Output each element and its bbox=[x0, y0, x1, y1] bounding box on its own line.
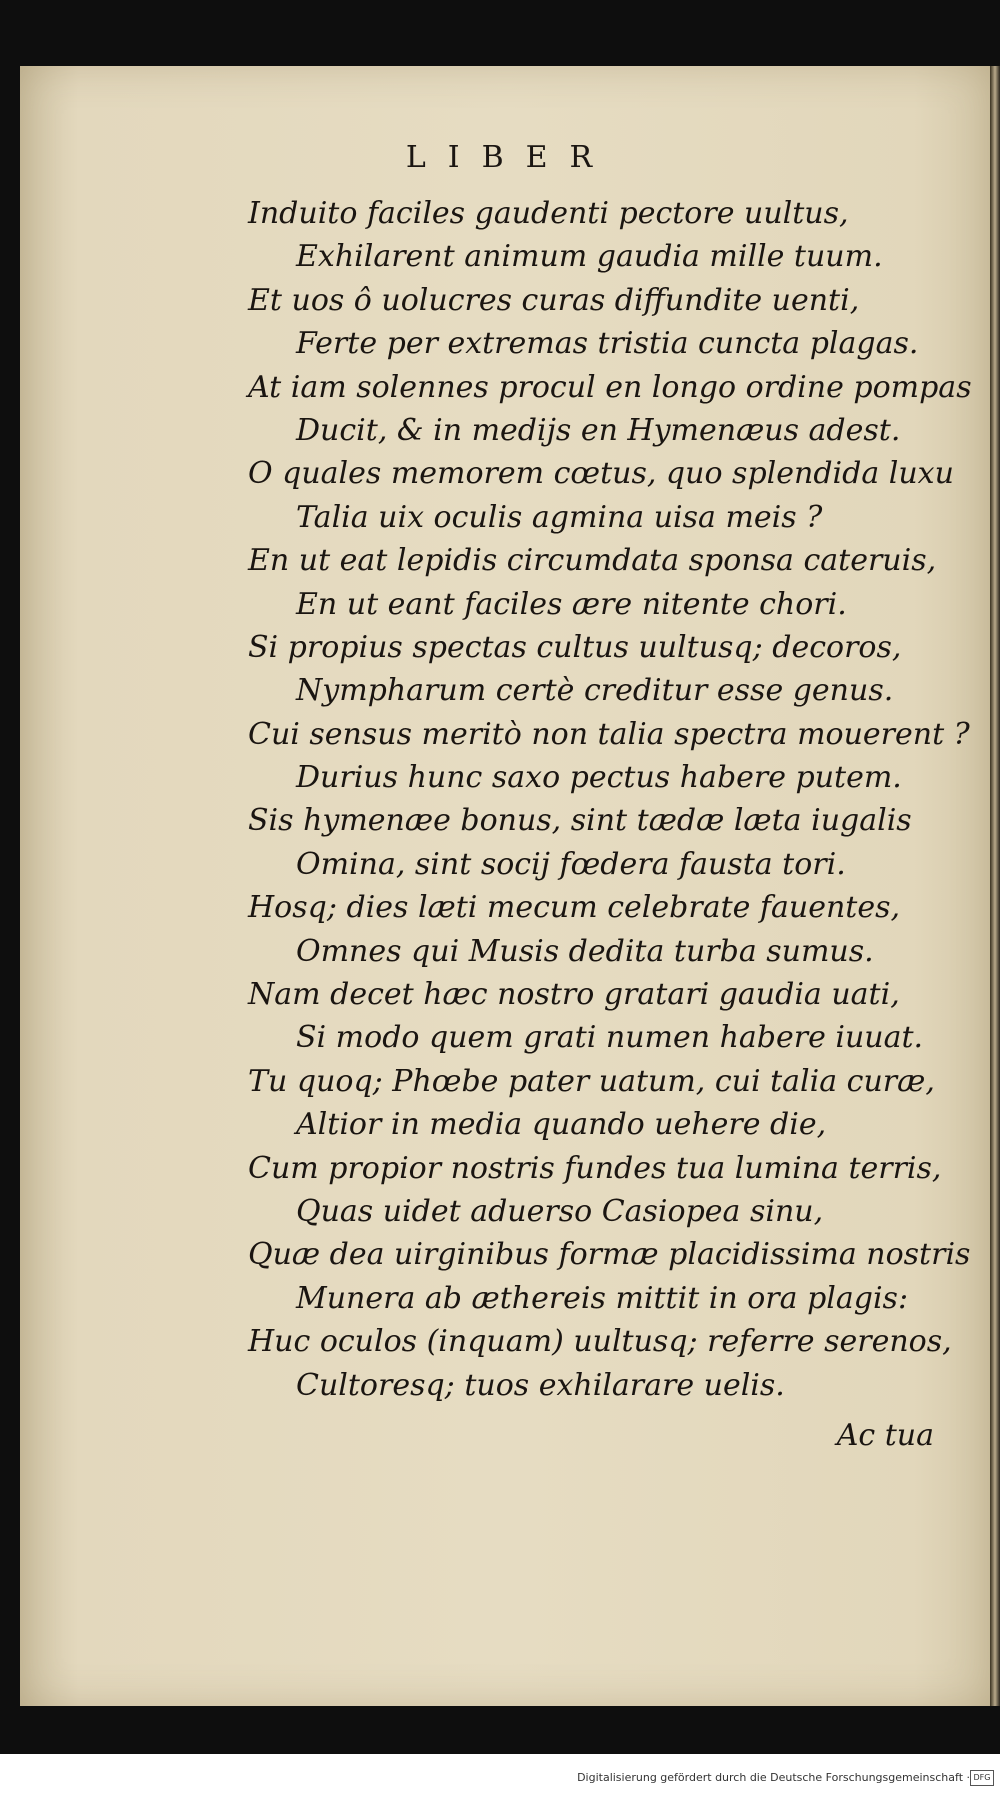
verse-line: En ut eant faciles ære nitente chori. bbox=[296, 586, 847, 622]
verse-line: En ut eat lepidis circumdata sponsa cateruis, bbox=[248, 543, 937, 579]
verse-line: Altior in media quando uehere die, bbox=[296, 1107, 827, 1143]
verse-line: Si modo quem grati numen habere iuuat. bbox=[296, 1020, 924, 1056]
verse-line: Omina, sint socij fœdera fausta tori. bbox=[296, 846, 846, 882]
verse-line: Induito faciles gaudenti pectore uultus, bbox=[248, 196, 849, 231]
verse-line: O quales memorem cœtus, quo splendida luxu bbox=[248, 456, 954, 492]
verse-block bbox=[248, 192, 972, 1407]
verse-line: Hosq; dies læti mecum celebrate fauentes, bbox=[248, 890, 901, 926]
verse-line: Nam decet hæc nostro gratari gaudia uati, bbox=[248, 977, 900, 1013]
page-edge bbox=[990, 66, 1000, 1706]
verse-line: Munera ab æthereis mittit in ora plagis: bbox=[296, 1280, 909, 1316]
verse-line: Cultoresq; tuos exhilarare uelis. bbox=[296, 1367, 785, 1403]
verse-line: Exhilarent animum gaudia mille tuum. bbox=[296, 239, 883, 275]
verse-line: Quas uidet aduerso Casiopea sinu, bbox=[296, 1193, 824, 1229]
verse-line: Quæ dea uirginibus formæ placidissima nostris bbox=[248, 1237, 971, 1273]
verse-line: Ducit, & in medijs en Hymenæus adest. bbox=[296, 412, 901, 448]
verse-line: Durius hunc saxo pectus habere putem. bbox=[296, 760, 902, 796]
digitization-credit: Digitalisierung gefördert durch die Deutsche Forschungsgemeinschaft · bbox=[577, 1771, 970, 1784]
verse-line: Cui sensus meritò non talia spectra mouerent ? bbox=[248, 716, 970, 752]
verse-line: Sis hymenæe bonus, sint tædæ læta iugalis bbox=[248, 803, 912, 839]
verse-line: Si propius spectas cultus uultusq; decoros, bbox=[248, 629, 902, 665]
catchword: Ac tua bbox=[836, 1418, 934, 1453]
dfg-logo: DFG bbox=[970, 1770, 994, 1786]
verse-line: Omnes qui Musis dedita turba sumus. bbox=[296, 933, 874, 969]
verse-line: Huc oculos (inquam) uultusq; referre serenos, bbox=[248, 1324, 952, 1360]
running-head: LIBER bbox=[405, 140, 615, 175]
verse-line: Talia uix oculis agmina uisa meis ? bbox=[296, 499, 823, 535]
footer-strip bbox=[0, 1754, 1000, 1794]
verse-line: Nympharum certè creditur esse genus. bbox=[296, 673, 894, 709]
verse-line: Ferte per extremas tristia cuncta plagas. bbox=[296, 326, 919, 362]
verse-line: Cum propior nostris fundes tua lumina terris, bbox=[248, 1150, 942, 1186]
verse-line: Et uos ô uolucres curas diffundite uenti, bbox=[248, 282, 860, 318]
verse-line: At iam solennes procul en longo ordine pompas bbox=[248, 369, 972, 405]
verse-line: Tu quoq; Phœbe pater uatum, cui talia curæ, bbox=[248, 1063, 935, 1099]
